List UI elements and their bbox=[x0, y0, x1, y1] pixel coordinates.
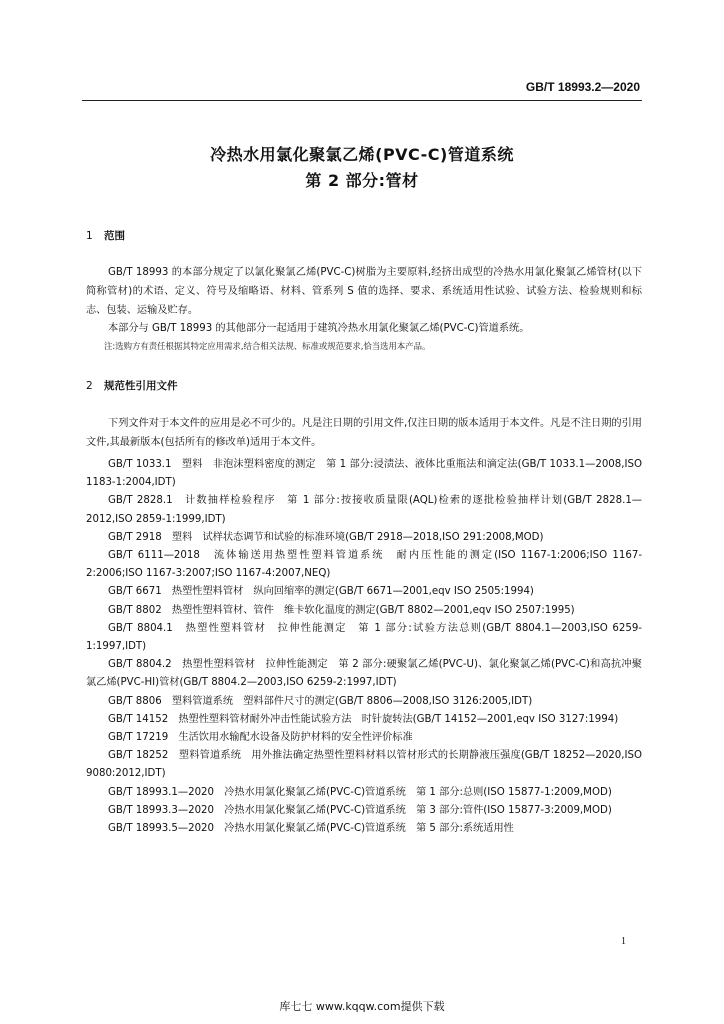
reference-item: GB/T 8804.1 热塑性塑料管材 拉伸性能测定 第 1 部分:试验方法总则(GB/T 8804.1—2003,ISO 6259-1:1997,IDT) bbox=[86, 622, 642, 653]
scope-paragraph: GB/T 18993 的本部分规定了以氯化聚氯乙烯(PVC-C)树脂为主要原料,经挤出成型的冷热水用氯化聚氯乙烯管材(以下简称管材)的术语、定义、符号及缩略语、材料、管系列 S 值的选择、要求、系统适用性试验、试验方法、检验规则和标志、包装、运输及贮存。 bbox=[86, 267, 642, 316]
reference-item: GB/T 14152 热塑性塑料管材耐外冲击性能试验方法 时针旋转法(GB/T 14152—2001,eqv ISO 3127:1994) bbox=[108, 713, 619, 725]
download-footer: 库七七 www.kqqw.com提供下载 bbox=[279, 1000, 445, 1013]
reference-item: GB/T 8802 热塑性塑料管材、管件 维卡软化温度的测定(GB/T 8802—2001,eqv ISO 2507:1995) bbox=[108, 604, 575, 616]
section-title: 范围 bbox=[104, 230, 125, 242]
reference-item: GB/T 2918 塑料 试样状态调节和试验的标准环境(GB/T 2918—2018,ISO 291:2008,MOD) bbox=[108, 531, 544, 543]
scope-paragraph-2: 本部分与 GB/T 18993 的其他部分一起适用于建筑冷热水用氯化聚氯乙烯(PVC-C)管道系统。 bbox=[108, 323, 530, 334]
reference-item: GB/T 18993.1—2020 冷热水用氯化聚氯乙烯(PVC-C)管道系统 第 1 部分:总则(ISO 15877-1:2009,MOD) bbox=[108, 786, 612, 798]
scope-note: 注:选购方有责任根据其特定应用需求,结合相关法规、标准或规范要求,恰当选用本产品。 bbox=[104, 341, 431, 351]
header-rule bbox=[82, 100, 642, 101]
reference-item: GB/T 18252 塑料管道系统 用外推法确定热塑性塑料材料以管材形式的长期静液压强度(GB/T 18252—2020,ISO 9080:2012,IDT) bbox=[86, 750, 642, 780]
section-2-heading bbox=[86, 378, 178, 393]
section-title: 规范性引用文件 bbox=[104, 380, 178, 392]
reference-item: GB/T 18993.5—2020 冷热水用氯化聚氯乙烯(PVC-C)管道系统 第 5 部分:系统适用性 bbox=[108, 823, 514, 835]
reference-item: GB/T 8804.2 热塑性塑料管材 拉伸性能测定 第 2 部分:硬聚氯乙烯(PVC-U)、氯化聚氯乙烯(PVC-C)和高抗冲聚氯乙烯(PVC-HI)管材(GB/T 8804.2—2003,ISO 6259-2:1997,IDT) bbox=[86, 659, 642, 689]
section-number: 2 bbox=[86, 380, 93, 392]
reference-item: GB/T 6111—2018 流体输送用热塑性塑料管道系统 耐内压性能的测定(ISO 1167-1:2006;ISO 1167-2:2006;ISO 1167-3:2007;ISO 1167-4:2007,NEQ) bbox=[86, 550, 642, 580]
document-subtitle: 第 2 部分:管材 bbox=[305, 171, 419, 190]
reference-item: GB/T 2828.1 计数抽样检验程序 第 1 部分:按接收质量限(AQL)检索的逐批检验抽样计划(GB/T 2828.1—2012,ISO 2859-1:1999,IDT) bbox=[86, 495, 642, 525]
reference-item: GB/T 18993.3—2020 冷热水用氯化聚氯乙烯(PVC-C)管道系统 第 3 部分:管件(ISO 15877-3:2009,MOD) bbox=[108, 804, 612, 816]
reference-list bbox=[86, 456, 642, 838]
references-intro: 下列文件对于本文件的应用是必不可少的。凡是注日期的引用文件,仅注日期的版本适用于本文件。凡是不注日期的引用文件,其最新版本(包括所有的修改单)适用于本文件。 bbox=[86, 418, 642, 448]
document-title: 冷热水用氯化聚氯乙烯(PVC-C)管道系统 bbox=[210, 145, 514, 164]
reference-item: GB/T 8806 塑料管道系统 塑料部件尺寸的测定(GB/T 8806—2008,ISO 3126:2005,IDT) bbox=[108, 695, 533, 707]
section-1-heading bbox=[86, 228, 125, 243]
page-number: 1 bbox=[621, 936, 626, 947]
reference-item: GB/T 6671 热塑性塑料管材 纵向回缩率的测定(GB/T 6671—2001,eqv ISO 2505:1994) bbox=[108, 586, 534, 598]
section-number: 1 bbox=[86, 230, 93, 242]
reference-item: GB/T 17219 生活饮用水输配水设备及防护材料的安全性评价标准 bbox=[108, 732, 413, 744]
reference-item: GB/T 1033.1 塑料 非泡沫塑料密度的测定 第 1 部分:浸渍法、液体比重瓶法和滴定法(GB/T 1033.1—2008,ISO 1183-1:2004,IDT) bbox=[86, 459, 642, 489]
standard-code: GB/T 18993.2—2020 bbox=[525, 80, 640, 94]
